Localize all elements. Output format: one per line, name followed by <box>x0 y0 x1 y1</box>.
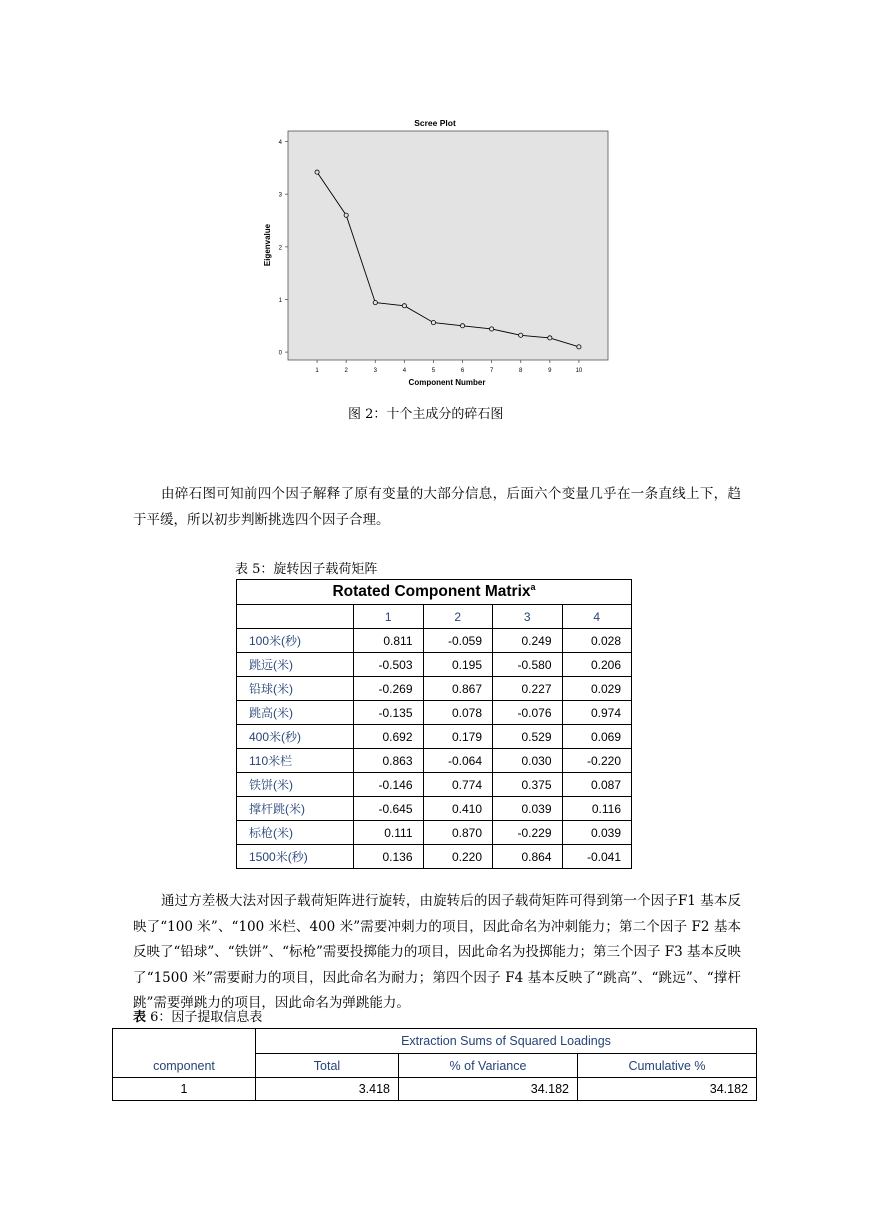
x-tick-label: 4 <box>402 368 407 374</box>
x-tick-label: 2 <box>344 368 348 374</box>
table5-value-cell: 0.375 <box>493 773 563 797</box>
rotated-component-matrix-table <box>236 579 632 869</box>
chart-title: Scree Plot <box>414 118 456 128</box>
table5-value-cell: 0.774 <box>423 773 493 797</box>
table5-col-header: 1 <box>354 605 424 629</box>
table5-value-cell: 0.206 <box>562 653 632 677</box>
table5-title-text: Rotated Component Matrix <box>332 583 531 601</box>
table5-value-cell: 0.529 <box>493 725 563 749</box>
table5-value-cell: -0.220 <box>562 749 632 773</box>
table5-row <box>237 725 632 749</box>
table5-row-label: 1500米(秒) <box>237 845 354 869</box>
table5-value-cell: 0.039 <box>562 821 632 845</box>
plot-area <box>288 131 608 360</box>
table5-row <box>237 749 632 773</box>
table5-row <box>237 653 632 677</box>
y-axis-ticks <box>279 140 288 357</box>
table5-label: 表 5：旋转因子载荷矩阵 <box>235 562 378 577</box>
x-tick-label: 9 <box>548 368 552 374</box>
eigenvalue-point <box>373 301 377 305</box>
table5-row-label: 铁饼(米) <box>237 773 354 797</box>
table6-value-cell: 34.182 <box>399 1078 578 1101</box>
table5-body <box>237 629 632 869</box>
table5-corner <box>237 605 354 629</box>
table5-row-label: 撑杆跳(米) <box>237 797 354 821</box>
figure-caption: 图 2：十个主成分的碎石图 <box>348 407 504 422</box>
x-axis-label: Component Number <box>408 378 486 387</box>
x-tick-label: 8 <box>519 368 523 374</box>
table5-row-label: 标枪(米) <box>237 821 354 845</box>
table5-value-cell: -0.580 <box>493 653 563 677</box>
table6-label-rest: 6：因子提取信息表 <box>146 1010 263 1025</box>
table5-value-cell: 0.410 <box>423 797 493 821</box>
table5-value-cell: -0.064 <box>423 749 493 773</box>
table5-value-cell: -0.269 <box>354 677 424 701</box>
table5-value-cell: -0.135 <box>354 701 424 725</box>
y-tick-label: 2 <box>278 245 282 252</box>
paragraph-scree-interpretation: 由碎石图可知前四个因子解释了原有变量的大部分信息，后面六个变量几乎在一条直线上下，趋于平缓，所以初步判断挑选四个因子合理。 <box>133 486 741 528</box>
eigenvalue-point <box>344 213 348 217</box>
table5-row <box>237 821 632 845</box>
table5-value-cell: -0.503 <box>354 653 424 677</box>
table5-value-cell: 0.867 <box>423 677 493 701</box>
table5-value-cell: -0.645 <box>354 797 424 821</box>
table5-row <box>237 677 632 701</box>
x-tick-label: 10 <box>575 368 583 374</box>
table5-value-cell: -0.059 <box>423 629 493 653</box>
x-axis-ticks <box>315 360 582 374</box>
table6-label-prefix: 表 <box>133 1010 147 1025</box>
table5-row-label: 110米栏 <box>237 749 354 773</box>
table5-value-cell: 0.179 <box>423 725 493 749</box>
table6-sub-header: % of Variance <box>399 1054 578 1078</box>
eigenvalue-point <box>577 345 581 349</box>
table5-value-cell: 0.692 <box>354 725 424 749</box>
table5-value-cell: 0.863 <box>354 749 424 773</box>
table5-value-cell: 0.078 <box>423 701 493 725</box>
paragraph-rotation-interpretation: 通过方差极大法对因子载荷矩阵进行旋转，由旋转后的因子载荷矩阵可得到第一个因子F1 基本反映了“100 米”、“100 米栏、400 米”需要冲刺力的项目，因此命名为冲刺能力；第二个因子 F2 基本反映了“铅球”、“铁饼”、“标枪”需要投掷能力的项目，因此命名为投掷能力；第三个因子 F3 基本反映了“1500 米”需要耐力的项目，因此命名为耐力；第四个因子 F4 基本反映了“跳高”、“跳远”、“撑杆跳”需要弹跳力的项目，因此命名为弹跳能力。 <box>133 893 741 1011</box>
table5-value-cell: 0.028 <box>562 629 632 653</box>
y-tick-label: 1 <box>278 297 282 304</box>
table5-row <box>237 629 632 653</box>
table5-row-label: 跳远(米) <box>237 653 354 677</box>
eigenvalue-point <box>460 324 464 328</box>
y-tick-label: 3 <box>278 192 282 199</box>
x-tick-label: 6 <box>460 368 465 374</box>
table6-sub-header: Total <box>256 1054 399 1078</box>
table5-row <box>237 701 632 725</box>
table5-value-cell: 0.087 <box>562 773 632 797</box>
eigenvalue-point <box>315 170 319 174</box>
table5-value-cell: 0.029 <box>562 677 632 701</box>
table5-row <box>237 845 632 869</box>
table5-col-header: 4 <box>562 605 632 629</box>
table6-label <box>133 1006 262 1025</box>
table5-value-cell: 0.870 <box>423 821 493 845</box>
x-tick-label: 5 <box>431 368 436 374</box>
table5-value-cell: -0.146 <box>354 773 424 797</box>
table5-header-row <box>237 605 632 629</box>
table6-sub-header: Cumulative % <box>578 1054 757 1078</box>
table5-value-cell: 0.227 <box>493 677 563 701</box>
table5-value-cell: 0.136 <box>354 845 424 869</box>
eigenvalue-point <box>519 333 523 337</box>
table5-row-label: 铅球(米) <box>237 677 354 701</box>
eigenvalue-point <box>402 304 406 308</box>
table5-title-sup: a <box>530 582 536 593</box>
eigenvalue-point <box>548 336 552 340</box>
table5-row-label: 跳高(米) <box>237 701 354 725</box>
table5-value-cell: 0.249 <box>493 629 563 653</box>
x-tick-label: 3 <box>373 368 377 374</box>
table6-component-cell: 1 <box>113 1078 256 1101</box>
y-tick-label: 4 <box>278 140 282 147</box>
table5-value-cell: 0.111 <box>354 821 424 845</box>
table5-col-header: 3 <box>493 605 563 629</box>
table5-value-cell: 0.974 <box>562 701 632 725</box>
table5-value-cell: 0.116 <box>562 797 632 821</box>
x-tick-label: 1 <box>315 368 319 374</box>
table6-row-header: component <box>113 1029 256 1078</box>
table5-title <box>237 580 632 605</box>
table5-value-cell: 0.811 <box>354 629 424 653</box>
table6-group-header: Extraction Sums of Squared Loadings <box>256 1029 757 1054</box>
x-tick-label: 7 <box>489 368 494 374</box>
factor-extraction-table <box>112 1028 757 1101</box>
table5-value-cell: -0.041 <box>562 845 632 869</box>
table5-value-cell: -0.076 <box>493 701 563 725</box>
eigenvalue-point <box>431 321 435 325</box>
table5-value-cell: 0.069 <box>562 725 632 749</box>
table5-col-header: 2 <box>423 605 493 629</box>
table5-value-cell: 0.030 <box>493 749 563 773</box>
table5-value-cell: 0.039 <box>493 797 563 821</box>
y-axis-label: Eigenvalue <box>263 223 272 267</box>
table5-value-cell: 0.195 <box>423 653 493 677</box>
scree-plot-chart <box>255 112 615 394</box>
table5-row <box>237 773 632 797</box>
table6-value-cell: 3.418 <box>256 1078 399 1101</box>
table5-value-cell: -0.229 <box>493 821 563 845</box>
table5-row-label: 100米(秒) <box>237 629 354 653</box>
table5-value-cell: 0.864 <box>493 845 563 869</box>
table6-value-cell: 34.182 <box>578 1078 757 1101</box>
eigenvalue-point <box>490 327 494 331</box>
table5-row <box>237 797 632 821</box>
table5-value-cell: 0.220 <box>423 845 493 869</box>
y-tick-label: 0 <box>278 350 282 357</box>
table5-row-label: 400米(秒) <box>237 725 354 749</box>
